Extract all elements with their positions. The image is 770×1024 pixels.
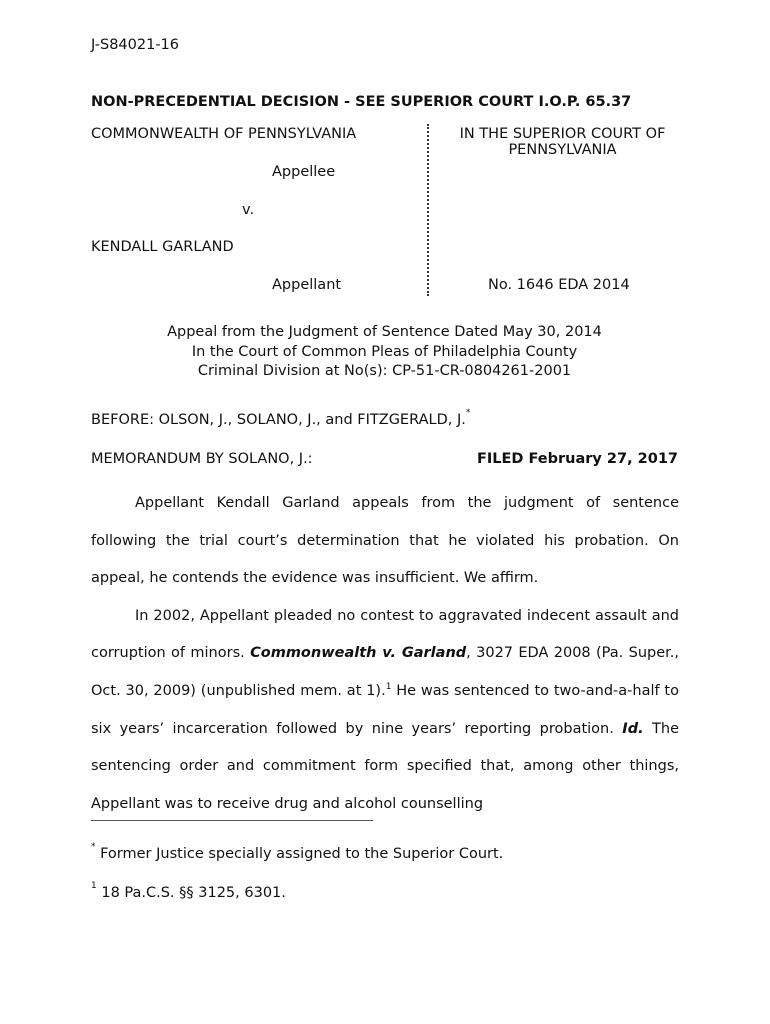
filed-date: FILED February 27, 2017 (476, 451, 678, 467)
footnote-separator (91, 820, 373, 821)
panel-before (91, 408, 471, 428)
case-number: No. 1646 EDA 2014 (488, 277, 630, 293)
plaintiff-role: Appellee (272, 164, 336, 180)
footnote-1-mark: 1 (91, 881, 97, 891)
plaintiff-name: COMMONWEALTH OF PENNSYLVANIA (91, 126, 357, 142)
appeal-line-3: Criminal Division at No(s): CP-51-CR-0804261-2001 (197, 363, 572, 379)
footnote-star-mark: * (91, 842, 96, 852)
paragraph-2-text-d: The sentencing order and commitment form specified that, among other things, Appellant was to receive drug and alcohol counselling (91, 720, 680, 812)
defendant-name: KENDALL GARLAND (91, 239, 234, 255)
appeal-line-1: Appeal from the Judgment of Sentence Dated May 30, 2014 (167, 324, 602, 340)
case-citation: Commonwealth v. Garland (250, 645, 467, 662)
footnote-star-text: Former Justice specially assigned to the Superior Court. (100, 846, 504, 862)
appeal-info (91, 323, 678, 382)
footnote-1 (91, 881, 286, 901)
footnote-star (91, 842, 504, 862)
id-citation: Id. (622, 720, 644, 737)
panel-text: BEFORE: OLSON, J., SOLANO, J., and FITZGERALD, J. (91, 412, 466, 428)
paragraph-2 (91, 598, 679, 824)
appeal-line-2: In the Court of Common Pleas of Philadelphia County (191, 343, 578, 360)
footnote-1-text: 18 Pa.C.S. §§ 3125, 6301. (101, 885, 286, 901)
caption-divider (427, 124, 429, 296)
paragraph-2-text-a: In 2002, Appellant pleaded no contest to aggravated indecent assault and corruption of minors. (91, 607, 679, 662)
panel-footnote-mark: * (465, 408, 471, 418)
paragraph-2-text-c: He was sentenced to two-and-a-half to six years’ incarceration followed by nine years’ reporting probation. (91, 682, 679, 737)
court-name: IN THE SUPERIOR COURT OF PENNSYLVANIA (459, 126, 666, 158)
versus: v. (242, 202, 255, 218)
defendant-role: Appellant (272, 277, 342, 293)
non-precedential-notice: NON-PRECEDENTIAL DECISION - SEE SUPERIOR COURT I.O.P. 65.37 (91, 94, 632, 110)
paragraph-1: Appellant Kendall Garland appeals from the judgment of sentence following the trial court’s determination that he violated his probation. On appeal, he contends the evidence was insufficient. We affirm. (91, 495, 679, 587)
memorandum-by: MEMORANDUM BY SOLANO, J.: (91, 451, 313, 467)
opinion-body (91, 485, 679, 823)
footnote-ref-1: 1 (385, 681, 392, 692)
docket-number: J-S84021-16 (91, 37, 180, 53)
paragraph-2-text-b: , 3027 EDA 2008 (Pa. Super., Oct. 30, 2009) (unpublished mem. at 1). (91, 645, 679, 699)
